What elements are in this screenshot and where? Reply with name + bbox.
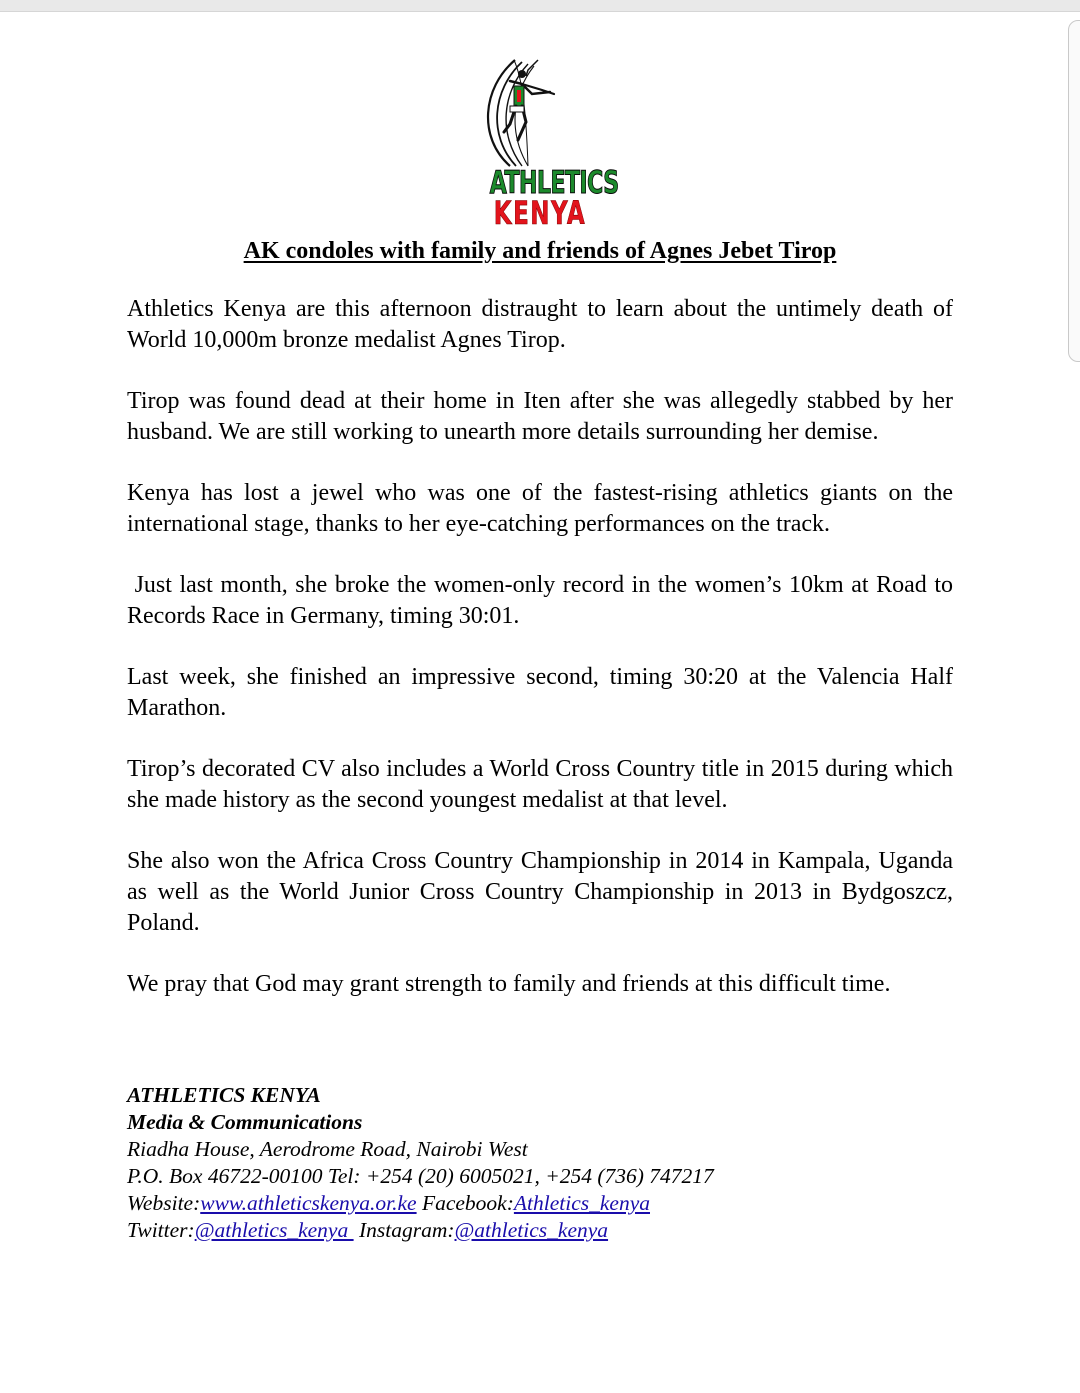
signature-social-line [127,1217,953,1244]
paragraph: Tirop’s decorated CV also includes a World Cross Country title in 2015 during which she made history as the second youngest medalist at that level. [127,756,953,813]
logo-text-athletics: ATHLETICS [489,165,619,201]
signature-org: ATHLETICS KENYA [127,1083,321,1107]
statement-body [127,294,960,1030]
logo-text-kenya: KENYA [493,194,587,232]
paragraph: She also won the Africa Cross Country Championship in 2014 in Kampala, Uganda as well as the World Junior Cross Country Championship in 2013 in Bydgoszcz, Poland. [127,848,953,936]
instagram-link[interactable]: @athletics_kenya [454,1218,609,1242]
paragraph: Tirop was found dead at their home in Iten after she was allegedly stabbed by her husband. We are still working to unearth more details surrounding her demise. [127,388,953,445]
twitter-label: Twitter: [127,1218,195,1242]
page-title: AK condoles with family and friends of Agnes Jebet Tirop [243,238,837,264]
signature-dept: Media & Communications [127,1110,363,1134]
signature-block [127,1082,953,1244]
athletics-kenya-logo [470,48,619,232]
facebook-link[interactable]: Athletics_kenya [513,1191,650,1215]
signature-contact: P.O. Box 46722-00100 Tel: +254 (20) 6005021, +254 (736) 747217 [127,1164,714,1188]
signature-address: Riadha House, Aerodrome Road, Nairobi West [127,1137,528,1161]
paragraph: Athletics Kenya are this afternoon distraught to learn about the untimely death of World 10,000m bronze medalist Agnes Tirop. [127,296,953,353]
facebook-label: Facebook: [416,1191,514,1215]
paragraph: Kenya has lost a jewel who was one of the fastest-rising athletics giants on the international stage, thanks to her eye-catching performances on the track. [127,480,953,537]
website-link[interactable]: www.athleticskenya.or.ke [200,1191,417,1215]
paragraph: Last week, she finished an impressive second, timing 30:20 at the Valencia Half Marathon. [127,664,953,721]
scroll-tab[interactable] [1068,20,1080,362]
twitter-link[interactable]: @athletics_kenya [194,1218,354,1242]
signature-web-line [127,1190,953,1217]
paragraph: Just last month, she broke the women-only record in the women’s 10km at Road to Records Race in Germany, timing 30:01. [127,572,960,629]
paragraph: We pray that God may grant strength to family and friends at this difficult time. [127,971,891,997]
runner-emblem-icon [470,48,610,168]
viewer-top-bar [0,0,1080,12]
website-label: Website: [127,1191,201,1215]
instagram-label: Instagram: [353,1218,455,1242]
